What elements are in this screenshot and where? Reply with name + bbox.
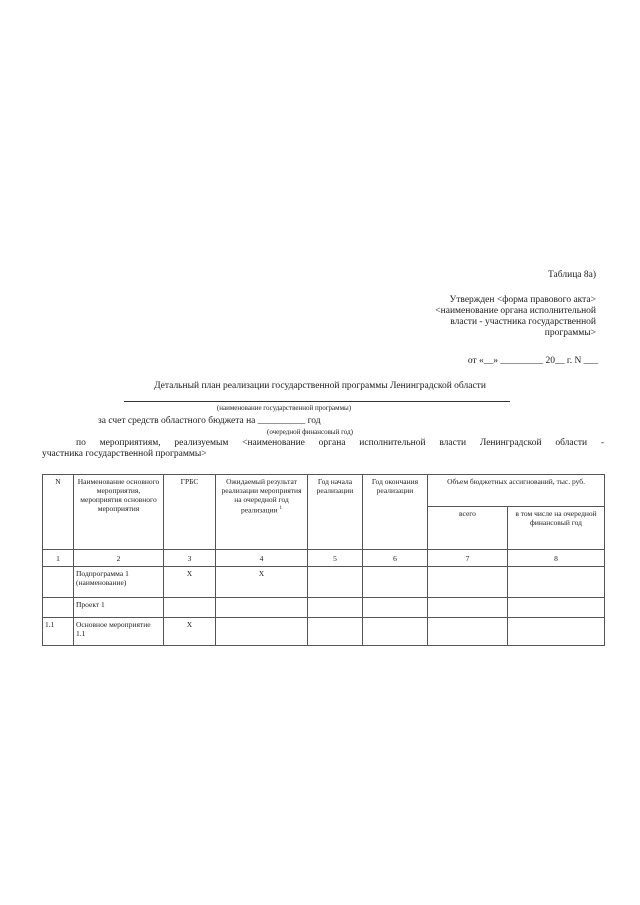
table-row <box>43 618 605 646</box>
cell-n <box>43 567 74 598</box>
cell-result <box>216 618 308 646</box>
program-name-hint: (наименование государственной программы) <box>216 404 352 412</box>
column-number-row <box>43 550 605 567</box>
cell-start <box>308 567 363 598</box>
cell-start <box>308 618 363 646</box>
cell-next-year <box>508 618 605 646</box>
cell-name: Проект 1 <box>74 598 164 618</box>
approval-date: от «__» _________ 20__ г. N ___ <box>467 356 598 366</box>
approved-form: Утвержден <форма правового акта> <box>449 295 596 305</box>
header-grbs: ГРБС <box>164 475 216 550</box>
cell-name: Подпрограмма 1 (наименование) <box>74 567 164 598</box>
cell-next-year <box>508 598 605 618</box>
table-header-row-1 <box>43 475 605 507</box>
col-number: 6 <box>363 550 428 567</box>
budget-line: за счет средств областного бюджета на __________ год <box>98 416 321 426</box>
table-label: Таблица 8а) <box>547 270 596 280</box>
col-number: 2 <box>74 550 164 567</box>
cell-grbs: Х <box>164 567 216 598</box>
header-n: N <box>43 475 74 550</box>
header-result-footnote: 1 <box>279 506 283 511</box>
cell-start <box>308 598 363 618</box>
header-next-year: в том числе на очередной финансовый год <box>508 507 605 550</box>
cell-end <box>363 567 428 598</box>
table-row <box>43 598 605 618</box>
table-row <box>43 567 605 598</box>
cell-total <box>428 567 508 598</box>
approval-block <box>366 295 596 339</box>
program-name-line <box>124 401 510 402</box>
cell-name: Основное мероприятие 1.1 <box>74 618 164 646</box>
cell-grbs: Х <box>164 618 216 646</box>
year-hint: (очередной финансовый год) <box>267 428 353 436</box>
col-number: 7 <box>428 550 508 567</box>
header-start-year: Год начала реализации <box>308 475 363 550</box>
organ-line-1: <наименование органа исполнительной <box>435 306 596 316</box>
cell-result: Х <box>216 567 308 598</box>
page-title: Детальный план реализации государственной программы Ленинградской области <box>154 381 486 391</box>
cell-n <box>43 598 74 618</box>
organ-line-2: власти - участника государственной <box>450 317 596 327</box>
measures-line-2: участника государственной программы> <box>42 449 207 459</box>
organ-line-3: программы> <box>544 328 596 338</box>
cell-grbs <box>164 598 216 618</box>
cell-result <box>216 598 308 618</box>
header-volume: Объем бюджетных ассигнований, тыс. руб. <box>428 475 605 507</box>
cell-total <box>428 618 508 646</box>
header-total: всего <box>428 507 508 550</box>
col-number: 3 <box>164 550 216 567</box>
col-number: 8 <box>508 550 605 567</box>
measures-line-1: по мероприятиям, реализуемым <наименование органа исполнительной власти Ленинградской области - <box>76 438 604 448</box>
cell-next-year <box>508 567 605 598</box>
header-result <box>216 475 308 550</box>
cell-total <box>428 598 508 618</box>
header-end-year: Год окончания реализации <box>363 475 428 550</box>
plan-table <box>42 474 605 646</box>
col-number: 5 <box>308 550 363 567</box>
col-number: 4 <box>216 550 308 567</box>
cell-end <box>363 618 428 646</box>
header-result-text: Ожидаемый результат реализации мероприятия на очередной год реализации <box>221 477 302 515</box>
cell-n: 1.1 <box>43 618 74 646</box>
col-number: 1 <box>43 550 74 567</box>
header-name: Наименование основного мероприятия, мероприятия основного мероприятия <box>74 475 164 550</box>
cell-end <box>363 598 428 618</box>
